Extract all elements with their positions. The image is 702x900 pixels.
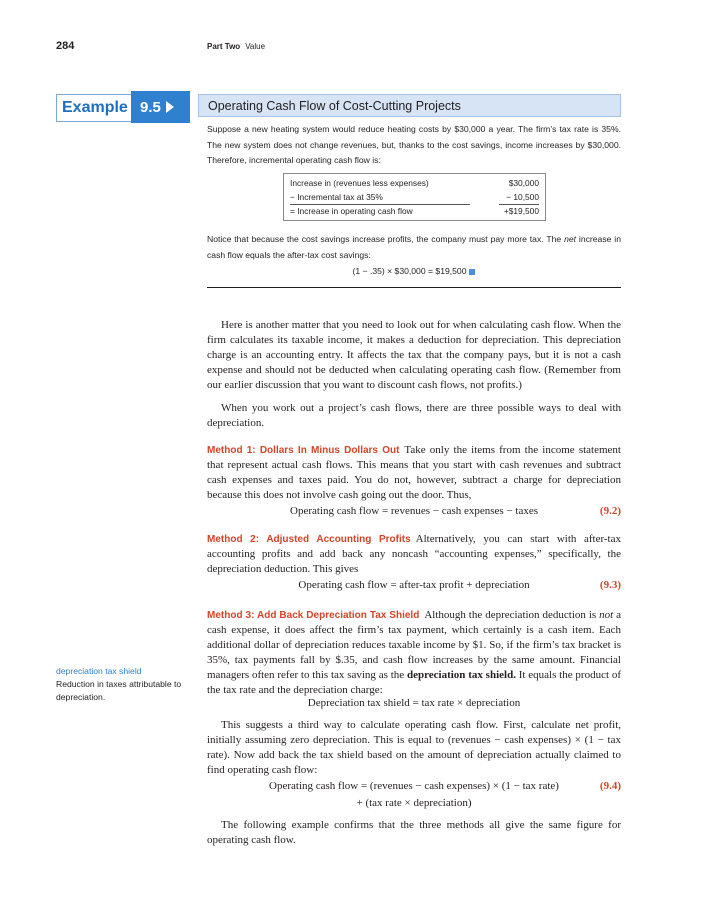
example-title: Operating Cash Flow of Cost-Cutting Projects: [198, 94, 621, 117]
method-3-heading: Method 3: Add Back Depreciation Tax Shield: [207, 610, 420, 621]
equation-number: (9.4): [599, 780, 621, 792]
method-1-heading: Method 1: Dollars In Minus Dollars Out: [207, 445, 400, 456]
table-row: [290, 178, 539, 192]
equation-9-4-line-1: Operating cash flow = (revenues − cash expenses) × (1 − tax rate) (9.4): [269, 780, 621, 792]
equation-9-3: Operating cash flow = after-tax profit + depreciation (9.3): [298, 579, 621, 591]
glossary-term: depreciation tax shield: [56, 666, 142, 676]
equation-number: (9.2): [599, 505, 621, 517]
running-head-title: Value: [245, 42, 266, 51]
table-row: [290, 206, 539, 220]
row-value: +$19,500: [503, 206, 539, 216]
row-label: = Increase in operating cash flow: [290, 206, 413, 216]
running-head-part: Part Two: [207, 42, 241, 51]
body-paragraph-4: The following example confirms that the three methods all give the same figure for operating cash flow.: [207, 819, 621, 846]
page-number: 284: [56, 40, 75, 52]
method-2-paragraph: Method 2: Adjusted Accounting Profits Alternatively, you can start with after-tax accounting profits and add back any noncash “accounting expenses,” specifically, the depreciation deduction. This gives: [207, 533, 622, 575]
key-term-depreciation-tax-shield: depreciation tax shield.: [406, 669, 516, 681]
example-label: Example: [56, 94, 131, 122]
example-end-rule: [207, 287, 621, 288]
table-rule: [290, 204, 470, 205]
margin-glossary: [56, 665, 186, 704]
body-paragraph-2: When you work out a project’s cash flows, there are three possible ways to deal with depreciation.: [207, 402, 621, 429]
example-number-box: [131, 91, 190, 123]
row-value: − 10,500: [506, 192, 539, 202]
example-number: 9.5: [140, 98, 161, 116]
method-2-heading: Method 2: Adjusted Accounting Profits: [207, 534, 411, 545]
method-3-paragraph: Method 3: Add Back Depreciation Tax Shield Although the depreciation deduction is not a cash expense, it does affect the firm’s tax payment, which certainly is a cash item. Each additional dollar of depreciation reduces taxable income by $1. So, if the firm’s tax bracket is 35%, tax payments fall by $.35, and cash flow increases by the same amount. Financial managers often refer to this tax saving as the depreciation tax shield. It equals the product of the tax rate and the depreciation charge:: [207, 609, 621, 696]
equation-tax-shield: Depreciation tax shield = tax rate × depreciation: [307, 697, 521, 709]
play-arrow-icon: [166, 101, 174, 113]
body-paragraph-3: This suggests a third way to calculate operating cash flow. First, calculate net profit, initially assuming zero depreciation. This is equal to (revenues − cash expenses) × (1 − tax rate). Now add back the tax shield based on the amount of depreciation actually claimed to find operating cash flow:: [207, 719, 621, 776]
equation-9-2: Operating cash flow = revenues − cash expenses − taxes (9.2): [290, 505, 621, 517]
glossary-definition: Reduction in taxes attributable to depreciation.: [56, 679, 182, 702]
table-rule: [499, 204, 539, 205]
example-notice: Notice that because the cost savings increase profits, the company must pay more tax. The net increase in cash flow equals the after-tax cost savings:: [207, 234, 621, 260]
example-intro: Suppose a new heating system would reduce heating costs by $30,000 a year. The firm’s tax rate is 35%. The new system does not change revenues, but, thanks to the cost savings, income increases by $30,000. Therefore, incremental operating cash flow is:: [207, 124, 621, 165]
row-label: − Incremental tax at 35%: [290, 192, 383, 202]
method-1-paragraph: Method 1: Dollars In Minus Dollars Out Take only the items from the income statement that represent actual cash flows. This means that you start with cash revenues and subtract cash expenses and taxes paid. You do not, however, subtract a charge for depreciation because this does not involve cash going out the door. Thus,: [207, 444, 621, 501]
equation-9-4-line-2: + (tax rate × depreciation): [356, 797, 472, 809]
example-equation: (1 − .35) × $30,000 = $19,500: [207, 266, 621, 276]
row-value: $30,000: [508, 178, 539, 188]
emphasis-net: net: [564, 234, 577, 244]
equation-number: (9.3): [599, 579, 621, 591]
body-paragraph-1: Here is another matter that you need to look out for when calculating cash flow. When the firm calculates its taxable income, it makes a deduction for depreciation. This depreciation charge is an accounting entry. It affects the tax that the company pays, but it is not a cash expense and should not be deducted when calculating operating cash flow. (Remember from our earlier discussion that you want to discount cash flows, not profits.): [207, 319, 621, 391]
end-marker-icon: [469, 269, 475, 275]
row-label: Increase in (revenues less expenses): [290, 178, 429, 188]
running-head: [207, 42, 265, 51]
cash-flow-table: [283, 173, 546, 221]
